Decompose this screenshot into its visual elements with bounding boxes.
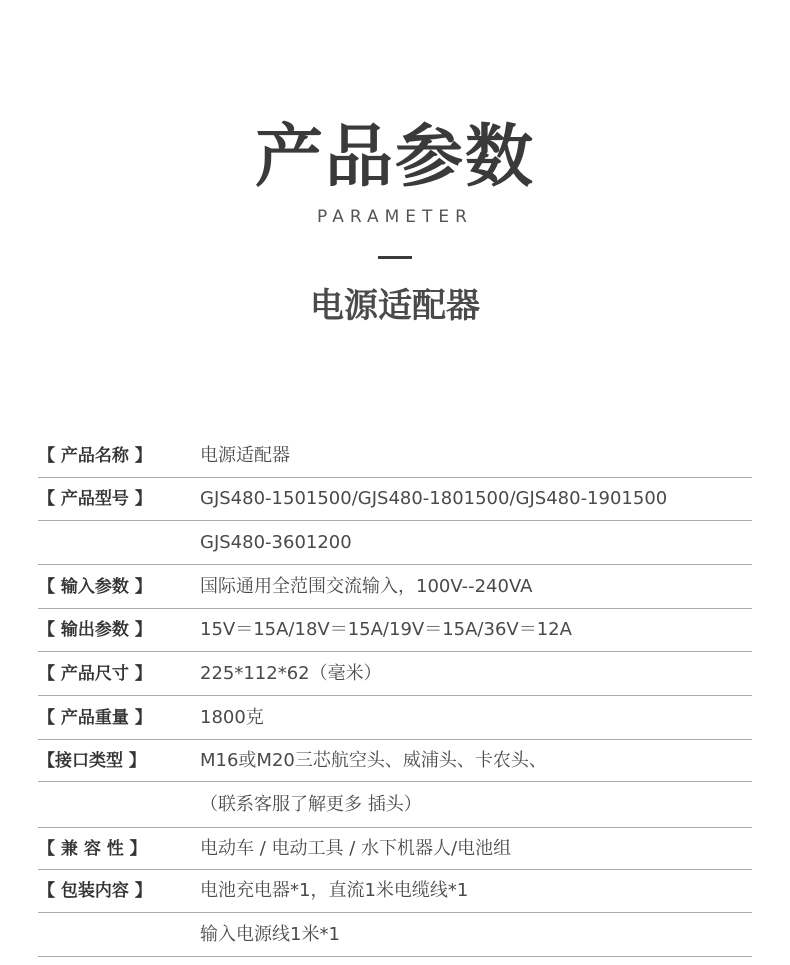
spec-table (38, 434, 752, 957)
spec-value: 1800克 (200, 706, 264, 728)
spec-label: 【 产品名称 】 (38, 445, 152, 466)
spec-value: M16或M20三芯航空头、威浦头、卡农头、 (200, 749, 547, 771)
spec-value: 电源适配器 (200, 444, 290, 466)
spec-label: 【 包装内容 】 (38, 881, 152, 901)
spec-row (38, 609, 752, 652)
spec-value: GJS480-3601200 (200, 531, 352, 553)
spec-row (38, 434, 752, 478)
spec-row (38, 782, 752, 828)
page-title: 产品参数 (254, 118, 535, 197)
spec-value: 225*112*62（毫米） (200, 662, 382, 684)
spec-value: 输入电源线1米*1 (200, 923, 340, 945)
spec-label: 【接口类型 】 (38, 750, 146, 771)
spec-row (38, 740, 752, 782)
spec-row (38, 870, 752, 913)
spec-row (38, 521, 752, 565)
spec-value: 国际通用全范围交流输入，100V--240VA (200, 575, 533, 597)
spec-row (38, 828, 752, 870)
spec-label: 【 产品尺寸 】 (38, 663, 152, 684)
spec-value: GJS480-1501500/GJS480-1801500/GJS480-1901500 (200, 488, 668, 509)
page-subtitle: PARAMETER (317, 207, 473, 227)
spec-row (38, 478, 752, 521)
spec-row (38, 652, 752, 696)
spec-value: 电动车 / 电动工具 / 水下机器人/电池组 (200, 837, 512, 859)
product-heading: 电源适配器 (310, 286, 480, 326)
spec-label: 【 产品重量 】 (38, 707, 152, 728)
spec-label: 【 兼 容 性 】 (38, 838, 147, 859)
spec-value: 15V＝15A/18V＝15A/19V＝15A/36V＝12A (200, 619, 572, 640)
spec-label: 【 输入参数 】 (38, 576, 152, 597)
spec-label: 【 产品型号 】 (38, 489, 152, 509)
spec-value: 电池充电器*1，直流1米电缆线*1 (200, 880, 469, 901)
spec-row (38, 913, 752, 957)
spec-row (38, 565, 752, 609)
spec-label: 【 输出参数 】 (38, 620, 152, 640)
spec-row (38, 696, 752, 740)
spec-value: （联系客服了解更多 插头） (200, 793, 422, 815)
divider (378, 256, 412, 259)
